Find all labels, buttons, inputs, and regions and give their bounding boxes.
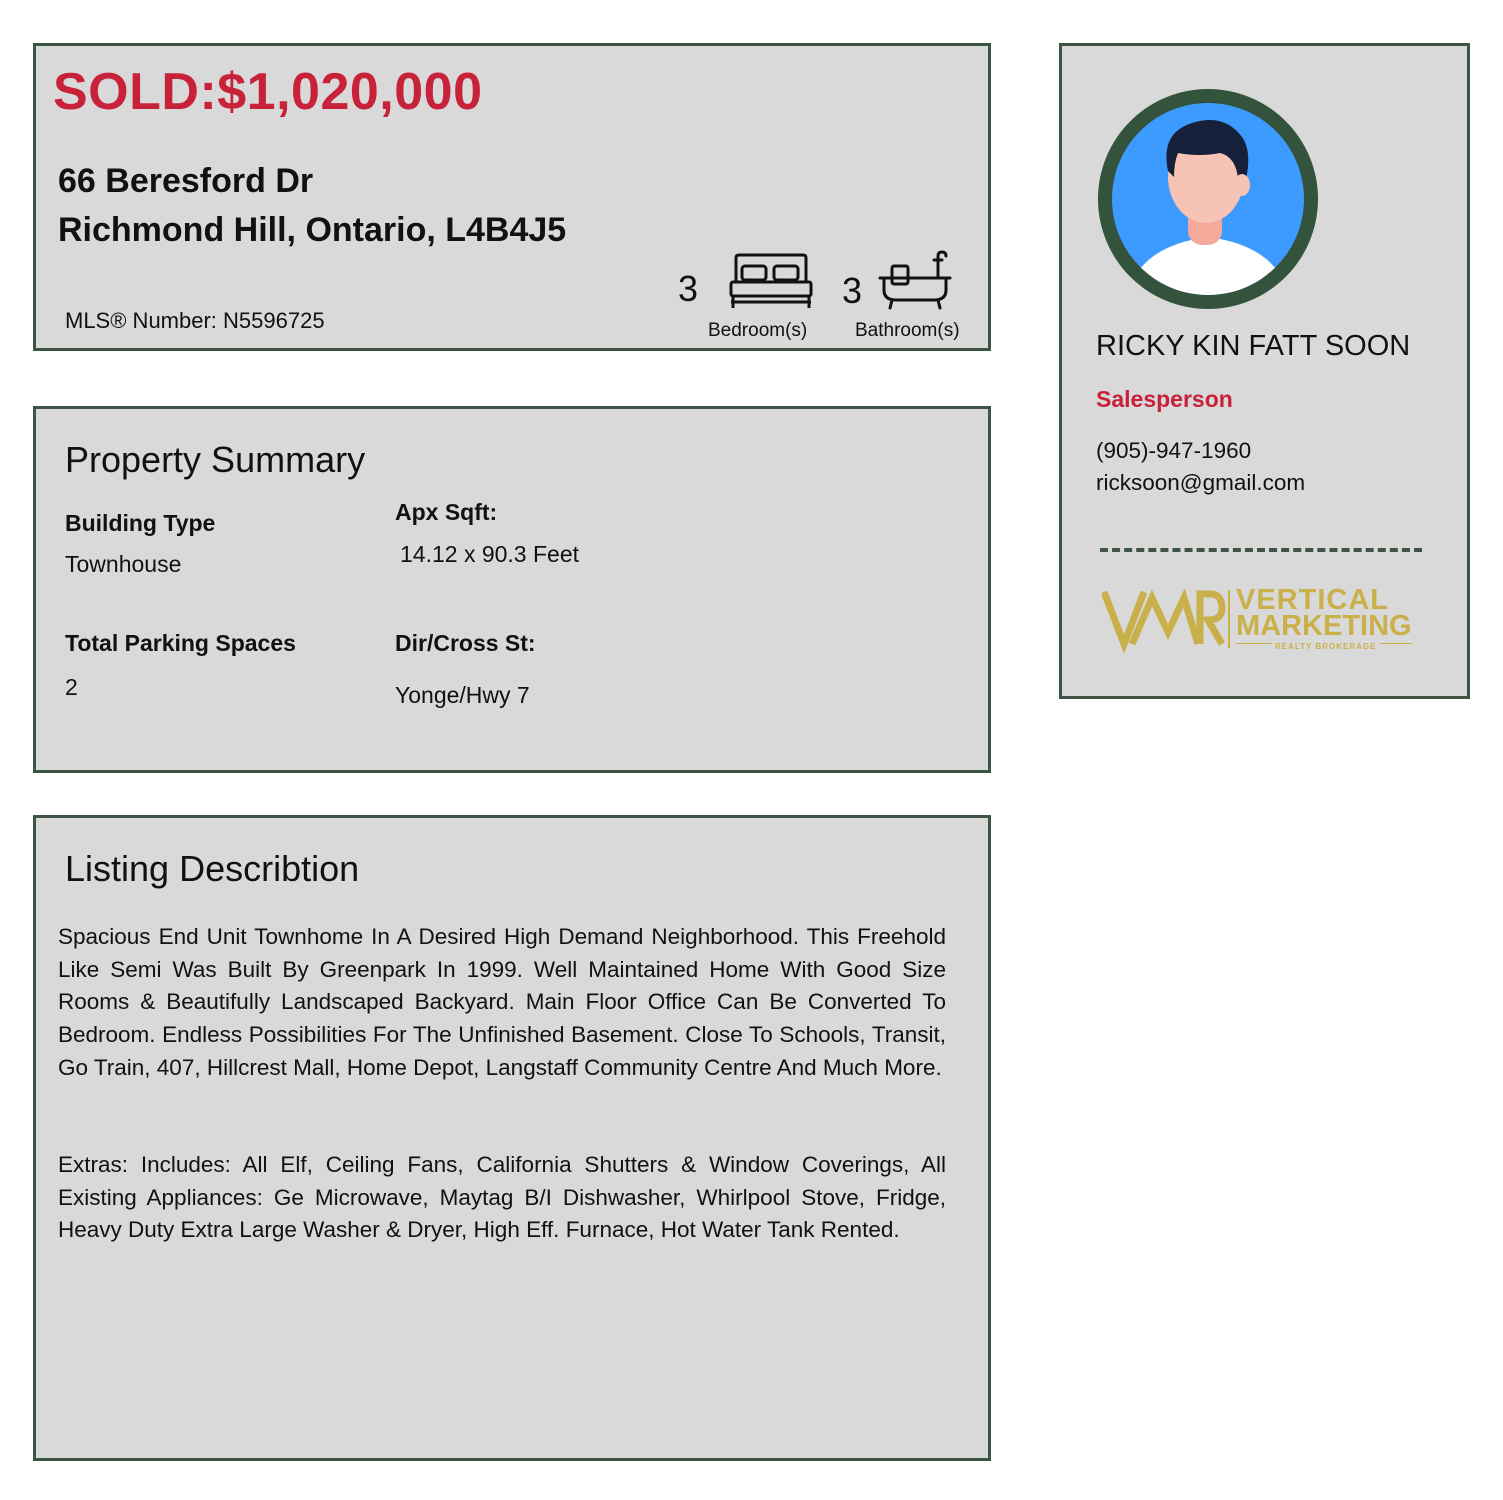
bedroom-count: 3 xyxy=(678,268,699,309)
property-summary-title: Property Summary xyxy=(65,439,366,480)
agent-name: RICKY KIN FATT SOON xyxy=(1096,330,1411,362)
cross-street-label: Dir/Cross St: xyxy=(395,630,536,656)
building-type-value: Townhouse xyxy=(65,551,182,577)
sqft-value: 14.12 x 90.3 Feet xyxy=(400,541,580,567)
agent-email[interactable]: ricksoon@gmail.com xyxy=(1096,470,1306,495)
bathroom-label: Bathroom(s) xyxy=(855,320,960,341)
description-extras: Extras: Includes: All Elf, Ceiling Fans, California Shutters & Window Coverings, All Existing Appliances: Ge Microwave, Maytag B/I Dishwasher, Whirlpool Stove, Fridge, Heavy Duty Extra Large Washer & Dryer, High Eff. Furnace, Hot Water Tank Rented. xyxy=(58,1152,946,1243)
logo-text-vertical: VERTICAL xyxy=(1236,584,1389,616)
bedroom-label: Bedroom(s) xyxy=(708,320,808,341)
logo-text-brokerage: REALTY BROKERAGE xyxy=(1272,642,1380,651)
sqft-label: Apx Sqft: xyxy=(395,499,498,525)
agent-card xyxy=(1059,43,1470,699)
agent-role: Salesperson xyxy=(1096,386,1233,412)
sold-price: SOLD:$1,020,000 xyxy=(53,63,483,121)
bed-icon xyxy=(728,252,814,310)
bathtub-icon xyxy=(878,250,952,310)
logo-text-marketing: MARKETING xyxy=(1236,610,1412,642)
address-line-1: 66 Beresford Dr xyxy=(58,162,314,200)
mls-number: MLS® Number: N5596725 xyxy=(65,308,325,333)
listing-header-panel xyxy=(33,43,991,351)
bathroom-count: 3 xyxy=(842,270,863,311)
logo-separator xyxy=(1228,590,1230,648)
property-summary-panel xyxy=(33,406,991,773)
listing-description-title: Listing Describtion xyxy=(65,848,360,889)
cross-street-value: Yonge/Hwy 7 xyxy=(395,682,530,708)
address-line-2: Richmond Hill, Ontario, L4B4J5 xyxy=(58,211,567,249)
brokerage-logo xyxy=(1102,586,1422,654)
agent-avatar xyxy=(1096,87,1320,311)
description-body: Spacious End Unit Townhome In A Desired High Demand Neighborhood. This Freehold Like Semi Was Built By Greenpark In 1999. Well Maintained Home With Good Size Rooms & Beautifully Landscaped Backyard. Main Floor Office Can Be Converted To Bedroom. Endless Possibilities For The Unfinished Basement. Close To Schools, Transit, Go Train, 407, Hillcrest Mall, Home Depot, Langstaff Community Centre And Much More. xyxy=(58,924,946,1080)
listing-description-panel xyxy=(33,815,991,1461)
building-type-label: Building Type xyxy=(65,510,216,536)
agent-phone[interactable]: (905)-947-1960 xyxy=(1096,438,1252,463)
divider xyxy=(1100,548,1422,552)
vmr-logo-mark xyxy=(1102,586,1226,654)
parking-value: 2 xyxy=(65,674,78,700)
parking-label: Total Parking Spaces xyxy=(65,630,296,656)
